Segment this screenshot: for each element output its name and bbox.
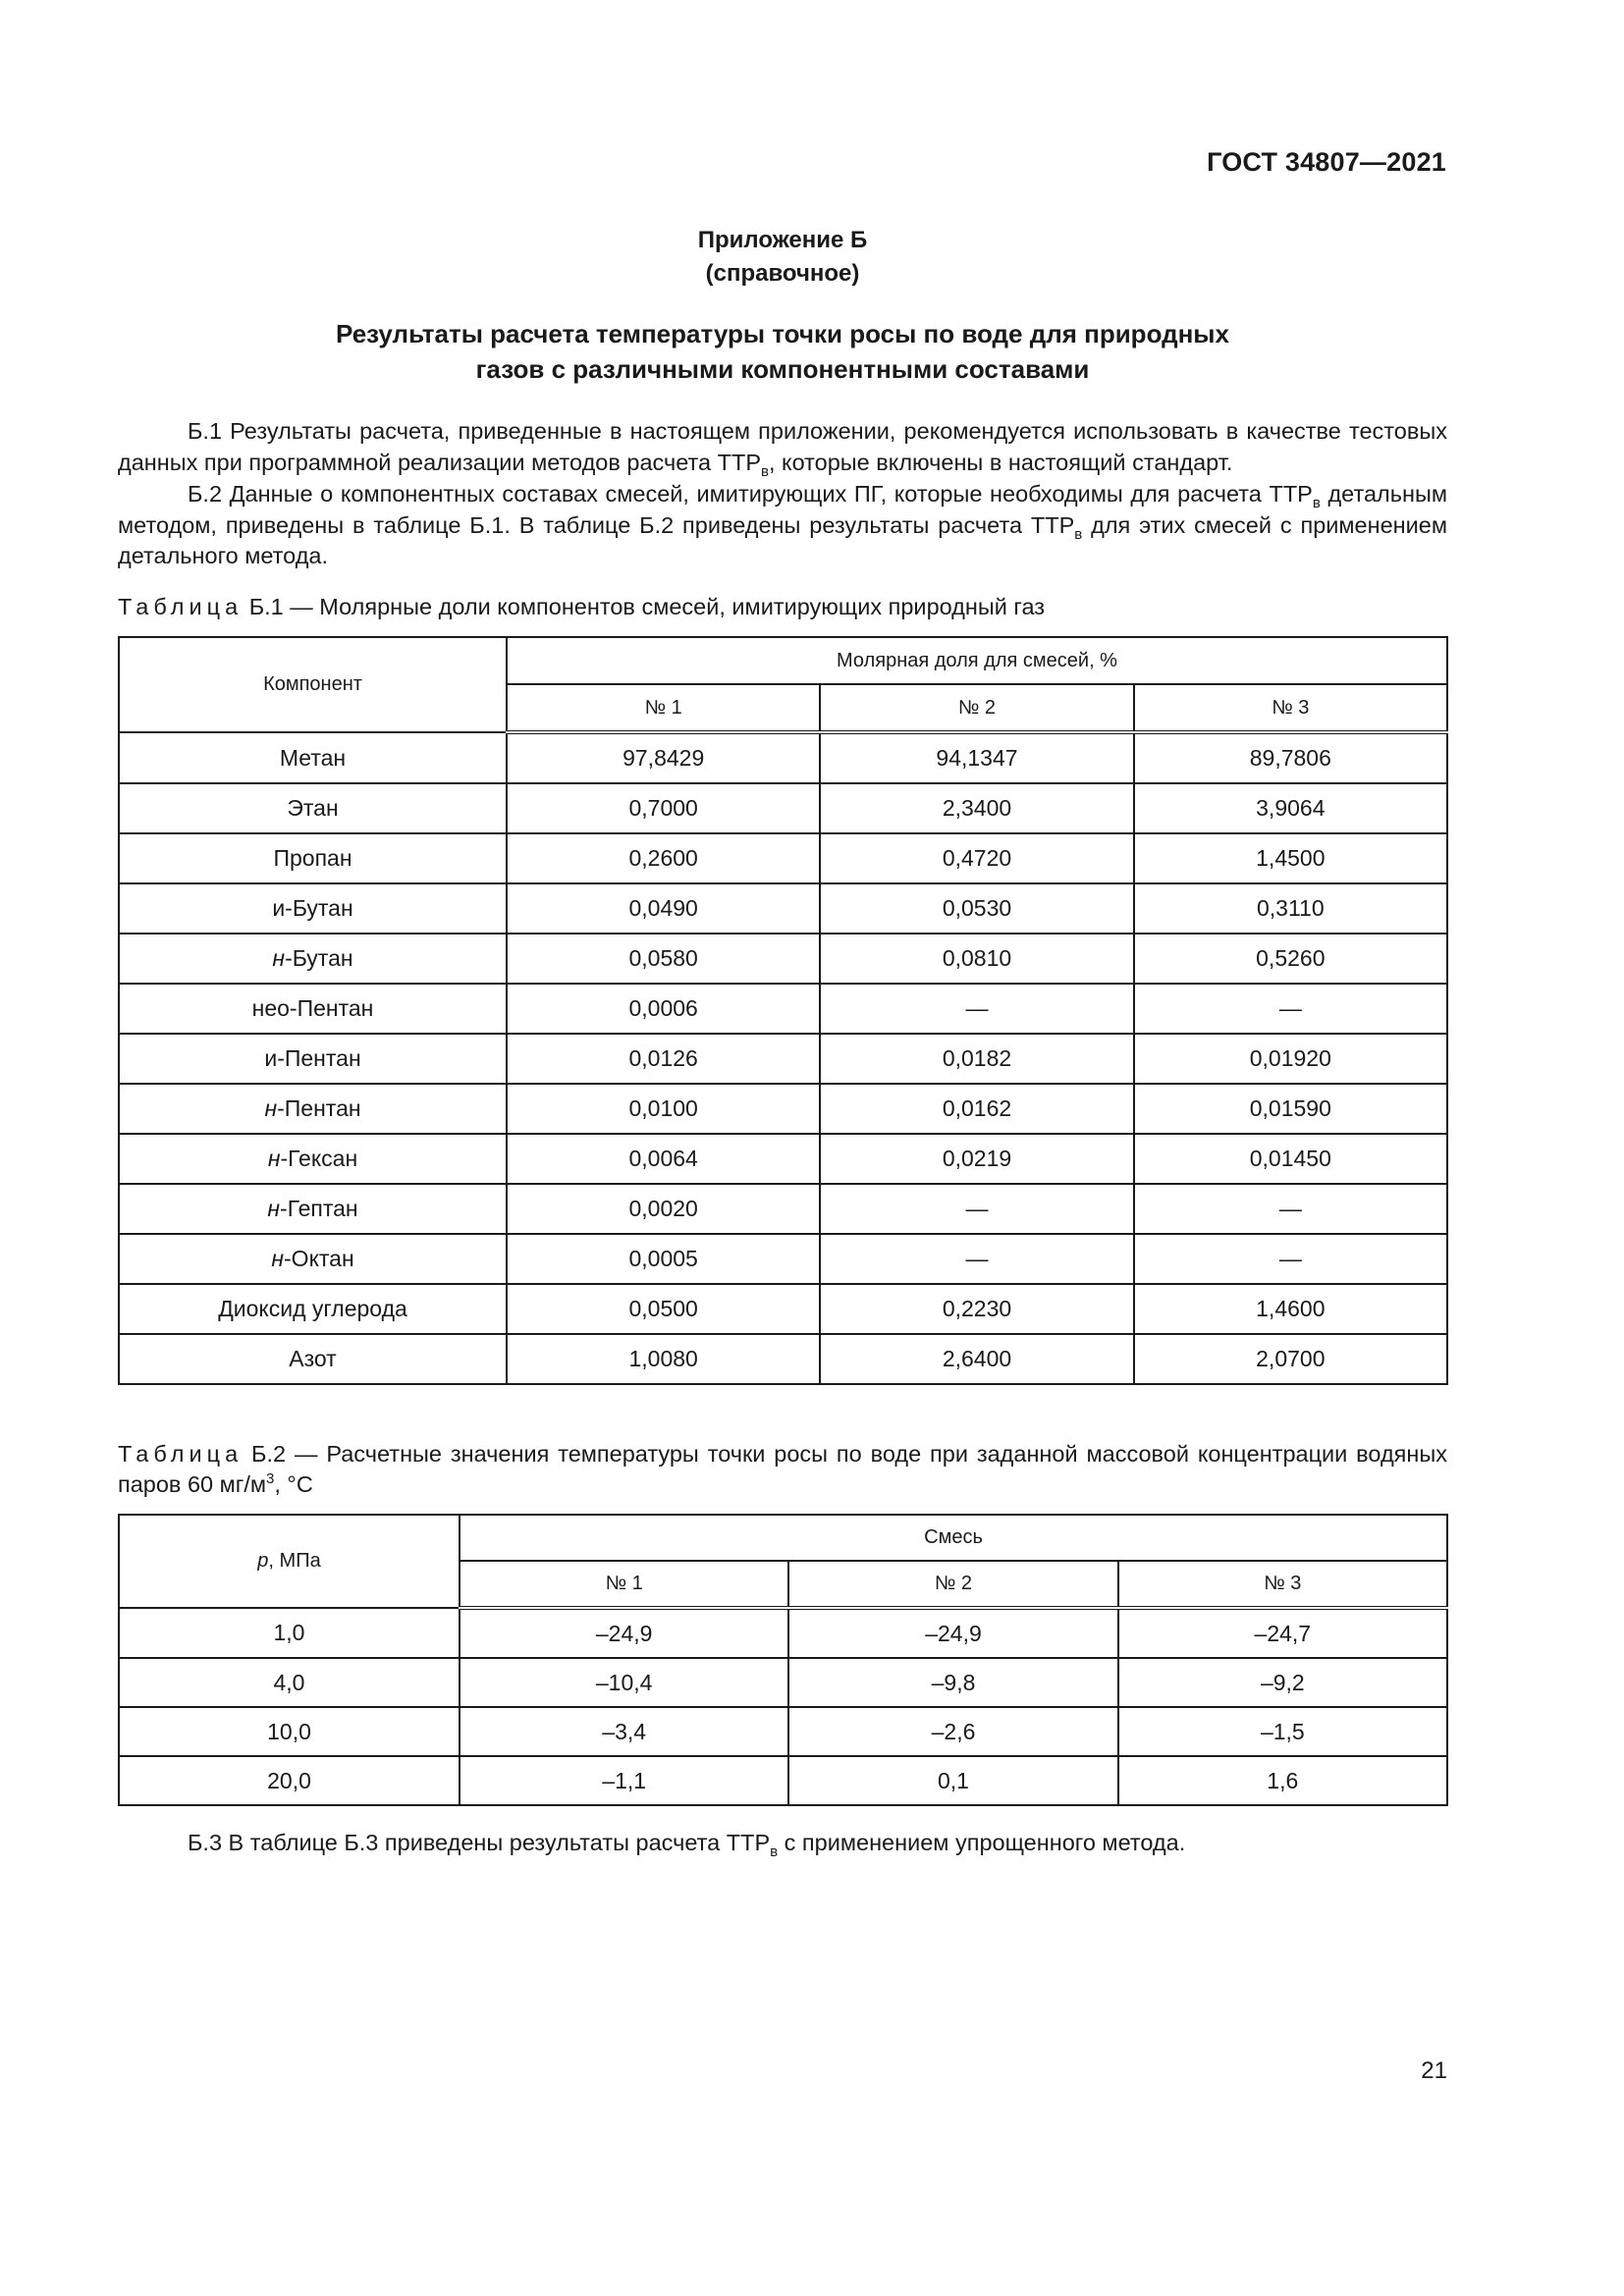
component-name [119, 1034, 507, 1084]
component-name [119, 833, 507, 883]
dew-point-cell: –24,7 [1118, 1608, 1447, 1658]
page-number: 21 [1421, 2057, 1447, 2084]
molar-fraction-cell: 0,01450 [1134, 1134, 1447, 1184]
component-label: Диоксид углерода [218, 1296, 407, 1321]
molar-fraction-cell: 94,1347 [820, 732, 1133, 783]
table-row [119, 1084, 1447, 1134]
header-component: Компонент [119, 637, 507, 732]
column-header-mix-1: № 1 [460, 1561, 788, 1608]
table-row [119, 1134, 1447, 1184]
dew-point-cell: –10,4 [460, 1658, 788, 1707]
component-label: -Гексан [280, 1146, 358, 1171]
column-header-mix-2: № 2 [820, 684, 1133, 732]
molar-fraction-cell: 97,8429 [507, 732, 820, 783]
molar-fraction-cell: 0,0100 [507, 1084, 820, 1134]
component-label: нео-Пентан [251, 995, 374, 1021]
molar-fraction-cell: — [820, 984, 1133, 1034]
appendix-title: Приложение Б [697, 227, 868, 253]
column-header-mix-3: № 3 [1134, 684, 1447, 732]
table-row [119, 1334, 1447, 1384]
component-name [119, 1184, 507, 1234]
component-prefix: н [271, 1246, 285, 1271]
dew-point-cell: –1,1 [460, 1756, 788, 1805]
dew-point-cell: –9,2 [1118, 1658, 1447, 1707]
component-prefix: н [272, 945, 286, 971]
component-name [119, 883, 507, 934]
molar-fraction-cell: 0,01920 [1134, 1034, 1447, 1084]
table-row [119, 1284, 1447, 1334]
molar-fraction-cell: 0,0020 [507, 1184, 820, 1234]
molar-fraction-cell: — [1134, 984, 1447, 1034]
component-prefix: н [267, 1196, 281, 1221]
table-row [119, 883, 1447, 934]
molar-fraction-cell: 0,0490 [507, 883, 820, 934]
dew-point-cell: 1,6 [1118, 1756, 1447, 1805]
molar-fraction-cell: 0,0219 [820, 1134, 1133, 1184]
main-title [0, 316, 1565, 387]
molar-fraction-cell: 0,0162 [820, 1084, 1133, 1134]
table-row [119, 1034, 1447, 1084]
dew-point-cell: –1,5 [1118, 1707, 1447, 1756]
component-label: и-Бутан [272, 895, 353, 921]
component-label: -Гептан [280, 1196, 358, 1221]
component-name [119, 1334, 507, 1384]
component-name [119, 783, 507, 833]
appendix-subtitle: (справочное) [705, 260, 860, 287]
molar-fraction-cell: 0,01590 [1134, 1084, 1447, 1134]
molar-fraction-cell: 1,0080 [507, 1334, 820, 1384]
table-row [119, 783, 1447, 833]
molar-fraction-cell: — [1134, 1234, 1447, 1284]
molar-fraction-cell: 0,0182 [820, 1034, 1133, 1084]
molar-fraction-cell: 0,0500 [507, 1284, 820, 1334]
molar-fraction-cell: 0,0064 [507, 1134, 820, 1184]
component-label: и-Пентан [264, 1045, 361, 1071]
molar-fraction-cell: 0,0126 [507, 1034, 820, 1084]
table-row [119, 984, 1447, 1034]
component-label: Метан [279, 744, 347, 771]
component-label: Пропан [273, 845, 352, 871]
table-row [119, 1756, 1447, 1805]
component-prefix: н [267, 1146, 281, 1171]
table-2-caption: Таблица Б.2 — Расчетные значения температуры точки росы по воде при заданной массовой концентрации водяных паров 60 $мг/м^3$, °С [118, 1441, 1447, 1497]
molar-fraction-cell: 0,5260 [1134, 934, 1447, 984]
paragraph-b1: Б.1 Результаты расчета, приведенные в настоящем приложении, рекомендуется использовать в качестве тестовых данных при программной реализации методов расчета $ТТР_в$, которые включены в настоящий стандарт. [118, 418, 1447, 480]
component-label: Азот [289, 1346, 337, 1371]
component-name [119, 984, 507, 1034]
column-header-mix-1: № 1 [507, 684, 820, 732]
molar-fraction-cell: 0,0006 [507, 984, 820, 1034]
appendix-heading [0, 224, 1565, 291]
molar-fraction-cell: 2,6400 [820, 1334, 1133, 1384]
molar-fraction-cell: 0,4720 [820, 833, 1133, 883]
molar-fraction-cell: 0,0530 [820, 883, 1133, 934]
dew-point-cell: –24,9 [460, 1608, 788, 1658]
dew-point-cell: –24,9 [788, 1608, 1117, 1658]
document-standard-header: ГОСТ 34807—2021 [1207, 147, 1446, 177]
table-2-dew-point [118, 1514, 1448, 1806]
molar-fraction-cell: 3,9064 [1134, 783, 1447, 833]
table-row [119, 833, 1447, 883]
table-row [119, 1184, 1447, 1234]
table-row [119, 1658, 1447, 1707]
table-label: Таблица [118, 1441, 244, 1467]
molar-fraction-cell: 0,2600 [507, 833, 820, 883]
component-label: -Октан [284, 1246, 354, 1271]
header-mixture: Смесь [460, 1515, 1447, 1561]
component-name [119, 934, 507, 984]
molar-fraction-cell: 0,2230 [820, 1284, 1133, 1334]
component-prefix: н [264, 1095, 278, 1121]
table-1-caption-text: Б.1 — Молярные доли компонентов смесей, имитирующих природный газ [248, 594, 1046, 619]
dew-point-cell: –2,6 [788, 1707, 1117, 1756]
table-row [119, 1234, 1447, 1284]
component-label: -Бутан [285, 945, 353, 971]
molar-fraction-cell: 0,3110 [1134, 883, 1447, 934]
molar-fraction-cell: 2,0700 [1134, 1334, 1447, 1384]
molar-fraction-cell: 0,0005 [507, 1234, 820, 1284]
table-1-caption [118, 592, 1447, 622]
component-label: Этан [287, 795, 339, 821]
paragraph-b2: Б.2 Данные о компонентных составах смесей, имитирующих ПГ, которые необходимы для расчета $ТТР_в$ детальным методом, приведены в таблице Б.1. В таблице Б.2 приведены результаты расчета $ТТР_в$ для этих смесей с применением детального метода. [118, 481, 1447, 568]
component-name [119, 1234, 507, 1284]
molar-fraction-cell: — [820, 1234, 1133, 1284]
molar-fraction-cell: 0,0580 [507, 934, 820, 984]
pressure-cell: 1,0 [119, 1608, 460, 1658]
pressure-cell: 4,0 [119, 1658, 460, 1707]
table-label: Таблица [118, 594, 244, 619]
main-title-line-1: Результаты расчета температуры точки росы по воде для природных [336, 319, 1229, 348]
main-title-line-2: газов с различными компонентными составами [475, 354, 1090, 384]
molar-fraction-cell: 2,3400 [820, 783, 1133, 833]
dew-point-cell: 0,1 [788, 1756, 1117, 1805]
component-name [119, 1284, 507, 1334]
table-row [119, 1707, 1447, 1756]
column-header-mix-2: № 2 [788, 1561, 1117, 1608]
column-header-mix-3: № 3 [1118, 1561, 1447, 1608]
header-pressure: p, МПа [119, 1515, 460, 1608]
component-label: -Пентан [277, 1095, 361, 1121]
table-row [119, 1608, 1447, 1658]
molar-fraction-cell: — [820, 1184, 1133, 1234]
component-name [119, 1134, 507, 1184]
pressure-cell: 20,0 [119, 1756, 460, 1805]
table-1-molar-fractions [118, 636, 1448, 1385]
component-name [119, 732, 507, 783]
molar-fraction-cell: 0,7000 [507, 783, 820, 833]
molar-fraction-cell: 89,7806 [1134, 732, 1447, 783]
molar-fraction-cell: — [1134, 1184, 1447, 1234]
dew-point-cell: –9,8 [788, 1658, 1117, 1707]
pressure-cell: 10,0 [119, 1707, 460, 1756]
dew-point-cell: –3,4 [460, 1707, 788, 1756]
molar-fraction-cell: 0,0810 [820, 934, 1133, 984]
table-2-caption-text: Б.2 — Расчетные значения температуры точки росы по воде при заданной массовой концентрации водяных паров 60 мг/м [118, 1441, 1447, 1497]
component-name [119, 1084, 507, 1134]
table-row [119, 732, 1447, 783]
paragraph-b3: Б.3 В таблице Б.3 приведены результаты расчета $ТТР_в$ с применением упрощенного метода. [188, 1830, 1186, 1860]
table-row [119, 934, 1447, 984]
header-molar-fraction: Молярная доля для смесей, % [507, 637, 1447, 684]
molar-fraction-cell: 1,4600 [1134, 1284, 1447, 1334]
molar-fraction-cell: 1,4500 [1134, 833, 1447, 883]
